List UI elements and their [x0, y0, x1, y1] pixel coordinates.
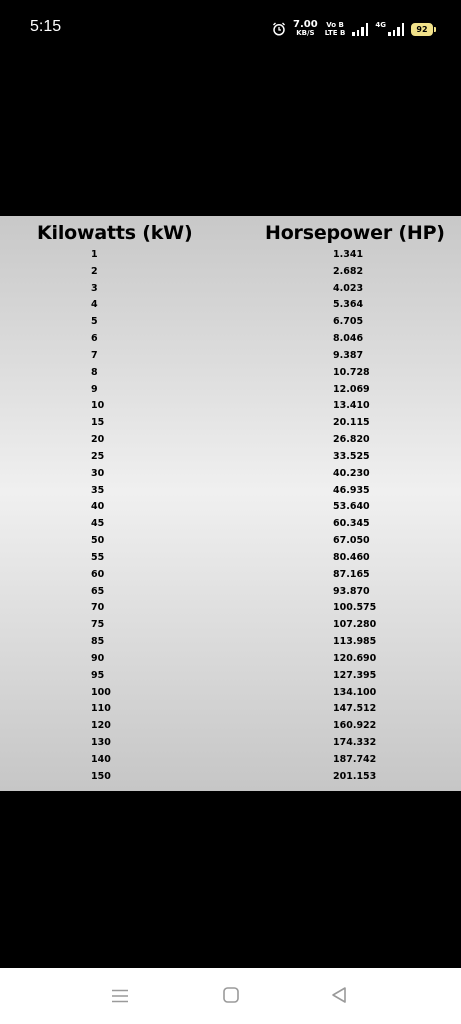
hp-value: 160.922 [333, 720, 377, 732]
hp-value: 87.165 [333, 568, 370, 580]
table-row [0, 365, 461, 382]
hp-value: 5.364 [333, 299, 364, 311]
table-row [0, 600, 461, 617]
kw-value: 60 [91, 568, 105, 580]
kw-value: 1 [91, 249, 98, 260]
net-speed-value: 7.00 [293, 19, 318, 30]
table-row [0, 617, 461, 634]
table-row [0, 483, 461, 500]
hp-value: 2.682 [333, 265, 364, 277]
kw-value: 3 [91, 282, 98, 294]
battery-level: 92 [416, 24, 428, 34]
kw-value: 9 [91, 383, 98, 395]
kw-value: 150 [91, 770, 111, 782]
battery-icon [411, 23, 433, 36]
conversion-table-image [0, 216, 461, 791]
table-row [0, 297, 461, 314]
kw-value: 40 [91, 501, 105, 513]
table-row [0, 415, 461, 432]
table-row [0, 701, 461, 718]
table-row [0, 499, 461, 516]
hp-value: 120.690 [333, 652, 377, 664]
hp-value: 13.410 [333, 400, 370, 412]
hp-value: 33.525 [333, 450, 370, 462]
table-row [0, 567, 461, 584]
kw-value: 140 [91, 753, 111, 765]
kw-value: 35 [91, 484, 105, 496]
hp-value: 20.115 [333, 417, 370, 429]
status-bar [0, 0, 461, 56]
signal-icon [388, 22, 404, 36]
status-time: 5:15 [30, 18, 62, 35]
kw-value: 2 [91, 265, 98, 277]
kw-value: 8 [91, 366, 98, 378]
status-icons [272, 17, 433, 41]
kw-value: 90 [91, 652, 105, 664]
hp-value: 187.742 [333, 753, 377, 765]
table-row [0, 634, 461, 651]
kw-value: 4 [91, 299, 98, 311]
kw-value: 130 [91, 737, 111, 749]
kw-value: 20 [91, 434, 105, 446]
table-row [0, 281, 461, 298]
hp-value: 107.280 [333, 619, 377, 631]
hp-value: 26.820 [333, 434, 370, 446]
hp-value: 174.332 [333, 737, 377, 749]
kw-value: 6 [91, 333, 98, 345]
hp-value: 100.575 [333, 602, 377, 614]
kw-value: 15 [91, 417, 105, 429]
kw-value: 70 [91, 602, 105, 614]
hp-value: 67.050 [333, 535, 370, 547]
hp-value: 10.728 [333, 366, 370, 378]
kw-value: 120 [91, 720, 111, 732]
hp-value: 12.069 [333, 383, 370, 395]
hp-value: 134.100 [333, 686, 377, 698]
table-row [0, 685, 461, 702]
table-row [0, 752, 461, 769]
kw-value: 5 [91, 316, 98, 328]
back-icon[interactable] [330, 986, 348, 1004]
kw-value: 75 [91, 619, 105, 631]
hp-value: 127.395 [333, 669, 377, 681]
volte-indicator [325, 21, 346, 37]
hp-value: 147.512 [333, 703, 377, 715]
home-icon[interactable] [222, 986, 240, 1004]
kw-value: 7 [91, 349, 98, 361]
kw-value: 85 [91, 636, 105, 648]
table-row [0, 651, 461, 668]
navigation-bar [0, 968, 461, 1024]
hp-value: 40.230 [333, 467, 370, 479]
hp-value: 113.985 [333, 636, 377, 648]
header-horsepower: Horsepower (HP) [265, 222, 445, 244]
table-row [0, 466, 461, 483]
table-rows [0, 247, 461, 786]
table-row [0, 314, 461, 331]
hp-value: 9.387 [333, 349, 364, 361]
hp-value: 4.023 [333, 282, 364, 294]
kw-value: 100 [91, 686, 111, 698]
volte-top: Vo B [326, 21, 344, 29]
kw-value: 110 [91, 703, 111, 715]
volte-bottom: LTE B [324, 29, 346, 37]
table-row [0, 550, 461, 567]
table-row [0, 432, 461, 449]
table-row [0, 718, 461, 735]
kw-value: 10 [91, 400, 105, 412]
table-row [0, 331, 461, 348]
kw-value: 50 [91, 535, 105, 547]
table-row [0, 668, 461, 685]
hp-value: 93.870 [333, 585, 370, 597]
net-speed [293, 20, 318, 38]
hp-value: 60.345 [333, 518, 370, 530]
hp-value: 53.640 [333, 501, 370, 513]
table-row [0, 348, 461, 365]
kw-value: 25 [91, 450, 105, 462]
table-row [0, 584, 461, 601]
kw-value: 55 [91, 551, 105, 563]
hp-value: 46.935 [333, 484, 370, 496]
network-type: 4G [375, 21, 386, 29]
hp-value: 1.341 [333, 249, 364, 260]
hp-value: 201.153 [333, 770, 377, 782]
table-row [0, 449, 461, 466]
menu-icon[interactable] [111, 989, 129, 1003]
table-row [0, 533, 461, 550]
table-row [0, 398, 461, 415]
net-speed-unit: KB/S [296, 29, 315, 37]
kw-value: 45 [91, 518, 105, 530]
hp-value: 8.046 [333, 333, 364, 345]
signal-icon [352, 22, 368, 36]
hp-value: 80.460 [333, 551, 370, 563]
table-row [0, 769, 461, 786]
kw-value: 30 [91, 467, 105, 479]
hp-value: 6.705 [333, 316, 364, 328]
table-row [0, 382, 461, 399]
table-row [0, 264, 461, 281]
table-row [0, 516, 461, 533]
alarm-icon [272, 22, 286, 36]
kw-value: 65 [91, 585, 105, 597]
header-kilowatts: Kilowatts (kW) [37, 222, 193, 244]
table-row [0, 247, 461, 264]
table-row [0, 735, 461, 752]
kw-value: 95 [91, 669, 105, 681]
